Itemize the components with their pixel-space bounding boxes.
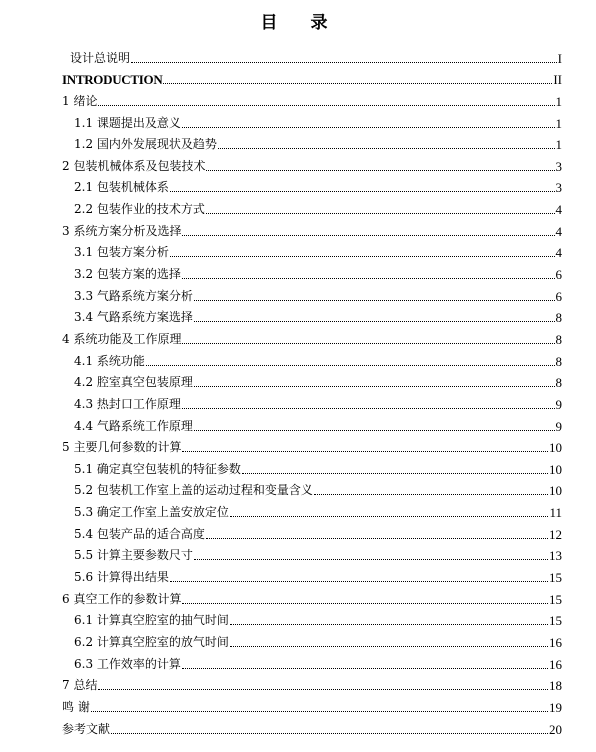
toc-page-number: 9 bbox=[555, 396, 562, 412]
toc-page-number: 20 bbox=[549, 721, 562, 737]
toc-dot-leader bbox=[98, 689, 548, 690]
toc-page-number: 12 bbox=[549, 526, 562, 542]
toc-dot-leader bbox=[182, 451, 548, 452]
toc-entry[interactable] bbox=[62, 195, 562, 217]
toc-entry-label: 3.2 包装方案的选择 bbox=[74, 267, 181, 282]
toc-entry-label: 2.2 包装作业的技术方式 bbox=[74, 202, 205, 217]
toc-page-number: 16 bbox=[549, 634, 562, 650]
toc-page-number: 4 bbox=[555, 245, 562, 261]
toc-entry-label: 5.4 包装产品的适合高度 bbox=[74, 526, 205, 541]
toc-entry-label: 7 总结 bbox=[62, 678, 98, 693]
toc-dot-leader bbox=[314, 494, 548, 495]
toc-entry-label: 4.2 腔室真空包装原理 bbox=[74, 375, 193, 390]
toc-entry-label: 6.2 计算真空腔室的放气时间 bbox=[74, 634, 229, 649]
toc-dot-leader bbox=[182, 408, 555, 409]
toc-entry-label: 3 系统方案分析及选择 bbox=[62, 223, 182, 238]
toc-dot-leader bbox=[206, 538, 548, 539]
toc-entry[interactable] bbox=[62, 44, 562, 66]
toc-entry[interactable] bbox=[62, 520, 562, 542]
toc-dot-leader bbox=[218, 148, 555, 149]
toc-entry-label: 1.2 国内外发展现状及趋势 bbox=[74, 137, 217, 152]
toc-entry[interactable] bbox=[62, 369, 562, 391]
toc-entry[interactable] bbox=[62, 325, 562, 347]
toc-page-number: 1 bbox=[555, 115, 562, 131]
toc-dot-leader bbox=[182, 127, 555, 128]
toc-entry-label: 2 包装机械体系及包装技术 bbox=[62, 158, 206, 173]
toc-list bbox=[62, 44, 562, 737]
toc-page-number: 10 bbox=[549, 440, 562, 456]
toc-page-number: 8 bbox=[555, 375, 562, 391]
toc-dot-leader bbox=[206, 213, 555, 214]
toc-entry-label: 5.1 确定真空包装机的特征参数 bbox=[74, 461, 241, 476]
toc-dot-leader bbox=[111, 733, 548, 734]
toc-entry[interactable] bbox=[62, 715, 562, 737]
toc-page-number: 8 bbox=[555, 310, 562, 326]
toc-entry-label: INTRODUCTION bbox=[62, 72, 163, 88]
toc-dot-leader bbox=[131, 62, 557, 63]
toc-dot-leader bbox=[170, 256, 555, 257]
toc-page-number: 11 bbox=[549, 505, 562, 521]
toc-page-number: 1 bbox=[555, 137, 562, 153]
toc-page-number: 4 bbox=[555, 202, 562, 218]
toc-page-number: 10 bbox=[549, 461, 562, 477]
toc-page-number: 3 bbox=[555, 180, 562, 196]
toc-entry[interactable] bbox=[62, 87, 562, 109]
toc-dot-leader bbox=[206, 170, 554, 171]
toc-dot-leader bbox=[182, 668, 548, 669]
toc-entry-label: 6 真空工作的参数计算 bbox=[62, 591, 182, 606]
toc-dot-leader bbox=[194, 559, 548, 560]
toc-page-number: 13 bbox=[549, 548, 562, 564]
toc-entry-label: 4 系统功能及工作原理 bbox=[62, 331, 182, 346]
toc-entry[interactable] bbox=[62, 109, 562, 131]
toc-dot-leader bbox=[230, 516, 549, 517]
toc-entry-label: 4.1 系统功能 bbox=[74, 353, 145, 368]
toc-entry-label: 2.1 包装机械体系 bbox=[74, 180, 169, 195]
toc-dot-leader bbox=[194, 321, 555, 322]
toc-entry[interactable] bbox=[62, 498, 562, 520]
toc-page-number: 15 bbox=[549, 591, 562, 607]
toc-entry-label: 1 绪论 bbox=[62, 93, 98, 108]
toc-page-number: 8 bbox=[555, 331, 562, 347]
toc-entry[interactable] bbox=[62, 131, 562, 153]
toc-entry-label: 5.3 确定工作室上盖安放定位 bbox=[74, 505, 229, 520]
toc-entry[interactable] bbox=[62, 347, 562, 369]
toc-entry-label: 1.1 课题提出及意义 bbox=[74, 115, 181, 130]
toc-page-number: 15 bbox=[549, 570, 562, 586]
toc-dot-leader bbox=[242, 473, 548, 474]
toc-entry[interactable] bbox=[62, 607, 562, 629]
toc-entry[interactable] bbox=[62, 672, 562, 694]
toc-page-number: 9 bbox=[555, 418, 562, 434]
toc-entry-label: 参考文献 bbox=[62, 721, 111, 736]
toc-page-number: 15 bbox=[549, 613, 562, 629]
toc-entry[interactable] bbox=[62, 628, 562, 650]
toc-entry[interactable] bbox=[62, 390, 562, 412]
toc-dot-leader bbox=[194, 386, 555, 387]
toc-page-number: 19 bbox=[549, 699, 562, 715]
toc-dot-leader bbox=[91, 711, 548, 712]
toc-entry[interactable] bbox=[62, 542, 562, 564]
toc-dot-leader bbox=[163, 83, 552, 84]
toc-dot-leader bbox=[98, 105, 554, 106]
toc-title: 目 录 bbox=[260, 13, 336, 33]
toc-entry[interactable] bbox=[62, 174, 562, 196]
toc-entry[interactable] bbox=[62, 412, 562, 434]
toc-entry[interactable] bbox=[62, 455, 562, 477]
toc-entry[interactable] bbox=[62, 477, 562, 499]
toc-entry-label: 6.1 计算真空腔室的抽气时间 bbox=[74, 613, 229, 628]
toc-page-number: 6 bbox=[555, 267, 562, 283]
toc-entry[interactable] bbox=[62, 650, 562, 672]
toc-dot-leader bbox=[182, 235, 554, 236]
toc-entry[interactable] bbox=[62, 434, 562, 456]
toc-entry[interactable] bbox=[62, 152, 562, 174]
toc-entry-label: 6.3 工作效率的计算 bbox=[74, 656, 181, 671]
toc-page-number: II bbox=[553, 72, 562, 88]
toc-entry[interactable] bbox=[62, 239, 562, 261]
toc-dot-leader bbox=[194, 300, 555, 301]
toc-entry-label: 5.5 计算主要参数尺寸 bbox=[74, 548, 193, 563]
toc-page-number: I bbox=[557, 50, 562, 66]
toc-dot-leader bbox=[230, 646, 548, 647]
toc-dot-leader bbox=[170, 581, 548, 582]
toc-entry-label: 3.3 气路系统方案分析 bbox=[74, 288, 193, 303]
toc-page-number: 18 bbox=[549, 678, 562, 694]
toc-page-number: 8 bbox=[555, 353, 562, 369]
toc-entry-label: 3.1 包装方案分析 bbox=[74, 245, 169, 260]
toc-entry[interactable] bbox=[62, 260, 562, 282]
toc-entry-label: 3.4 气路系统方案选择 bbox=[74, 310, 193, 325]
toc-dot-leader bbox=[182, 343, 554, 344]
toc-entry[interactable] bbox=[62, 66, 562, 88]
toc-entry[interactable] bbox=[62, 585, 562, 607]
toc-entry-label: 鸣 谢 bbox=[62, 699, 90, 714]
toc-entry-label: 5.2 包装机工作室上盖的运动过程和变量含义 bbox=[74, 483, 313, 498]
toc-entry-label: 设计总说明 bbox=[70, 50, 131, 65]
toc-dot-leader bbox=[182, 603, 548, 604]
toc-entry[interactable] bbox=[62, 563, 562, 585]
toc-entry[interactable] bbox=[62, 282, 562, 304]
toc-dot-leader bbox=[194, 430, 555, 431]
toc-entry[interactable] bbox=[62, 304, 562, 326]
toc-page-number: 4 bbox=[555, 223, 562, 239]
toc-entry-label: 5.6 计算得出结果 bbox=[74, 570, 169, 585]
toc-entry[interactable] bbox=[62, 217, 562, 239]
toc-entry[interactable] bbox=[62, 693, 562, 715]
toc-page-number: 1 bbox=[555, 93, 562, 109]
toc-dot-leader bbox=[170, 191, 555, 192]
toc-dot-leader bbox=[146, 365, 555, 366]
toc-dot-leader bbox=[230, 624, 548, 625]
toc-entry-label: 4.3 热封口工作原理 bbox=[74, 396, 181, 411]
toc-entry-label: 4.4 气路系统工作原理 bbox=[74, 418, 193, 433]
toc-page-number: 3 bbox=[555, 158, 562, 174]
toc-page-number: 10 bbox=[549, 483, 562, 499]
toc-page-number: 16 bbox=[549, 656, 562, 672]
toc-page-number: 6 bbox=[555, 288, 562, 304]
toc-dot-leader bbox=[182, 278, 555, 279]
toc-entry-label: 5 主要几何参数的计算 bbox=[62, 440, 182, 455]
